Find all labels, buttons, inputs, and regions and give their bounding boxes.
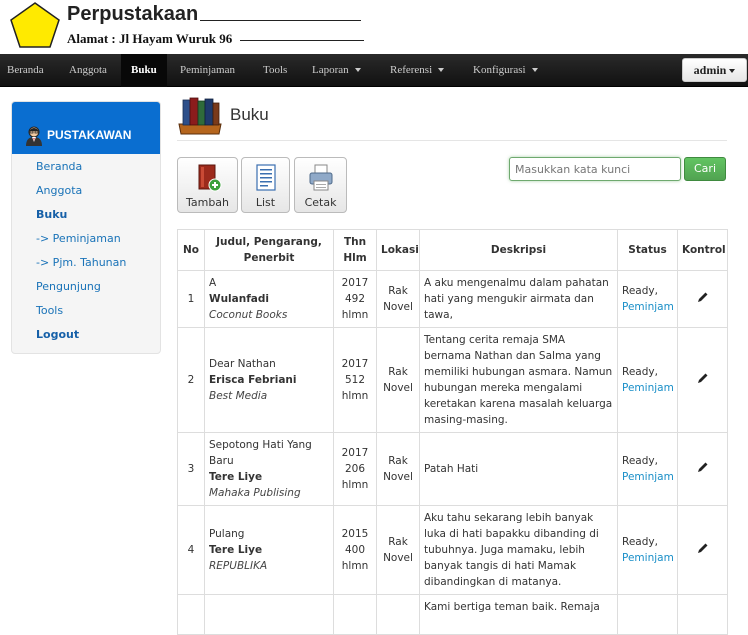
- add-button-label: Tambah: [185, 196, 230, 209]
- header-lokasi: Lokasi: [377, 230, 420, 271]
- table-header-row: [178, 230, 728, 271]
- book-pages: 512 hlmn: [341, 374, 369, 402]
- site-header: [0, 0, 748, 54]
- book-year-pages: [334, 506, 377, 595]
- top-navbar: [0, 54, 748, 87]
- pencil-edit-icon[interactable]: [697, 461, 709, 473]
- book-title: Sepotong Hati Yang Baru: [209, 439, 312, 467]
- sidebar-item-buku[interactable]: Buku: [36, 208, 68, 221]
- nav-label-laporan: Laporan: [312, 64, 349, 76]
- control-cell: [678, 433, 728, 506]
- sidebar-item-anggota[interactable]: Anggota: [36, 184, 83, 197]
- book-year: 2015: [341, 528, 369, 540]
- user-menu-button[interactable]: [682, 58, 747, 82]
- book-description: Patah Hati: [420, 433, 618, 506]
- site-address: Alamat : Jl Hayam Wuruk 96: [67, 31, 233, 46]
- book-location: Rak Novel: [377, 506, 420, 595]
- nav-item-anggota[interactable]: Anggota: [69, 64, 107, 76]
- status-text: Ready,: [622, 285, 658, 297]
- books-icon: [177, 96, 223, 136]
- caret-down-icon: [532, 68, 538, 72]
- sidebar-header: [12, 102, 160, 154]
- book-author: Tere Liye: [209, 544, 263, 556]
- printer-icon: [308, 163, 334, 193]
- header-judul: Judul, Pengarang, Penerbit: [205, 230, 334, 271]
- book-year-pages: [334, 271, 377, 328]
- sidebar-item-logout[interactable]: Logout: [36, 328, 80, 341]
- book-info: [205, 595, 334, 635]
- table-row: [178, 595, 728, 635]
- print-button[interactable]: [294, 157, 347, 213]
- nav-item-buku[interactable]: Buku: [121, 54, 167, 87]
- book-description: A aku mengenalmu dalam pahatan hati yang mengukir airmata dan tawa,: [420, 271, 618, 328]
- borrow-link[interactable]: Peminjam: [622, 382, 674, 394]
- book-description: Aku tahu sekarang lebih banyak luka di hati bapakku dibanding di tubuhnya. Juga mamaku, lebih banyak tangis di hati Mamak dibandingkan di matanya.: [420, 506, 618, 595]
- page-title: Buku: [230, 105, 269, 124]
- add-book-button[interactable]: [177, 157, 238, 213]
- header-no: No: [178, 230, 205, 271]
- list-button-label: List: [255, 196, 276, 209]
- book-year: 2017: [341, 447, 369, 459]
- address-underline: [240, 40, 364, 41]
- row-number: [178, 595, 205, 635]
- header-deskripsi: Deskripsi: [420, 230, 618, 271]
- title-underline: [200, 20, 361, 21]
- row-number: 4: [178, 506, 205, 595]
- borrow-link[interactable]: Peminjam: [622, 301, 674, 313]
- book-status: [618, 271, 678, 328]
- book-year-pages: [334, 328, 377, 433]
- site-title: Perpustakaan: [67, 3, 199, 25]
- book-description: Tentang cerita remaja SMA bernama Nathan dan Salma yang memiliki hubungan asmara. Namun hubungan mereka mengalami keretakan karena masalah keluarga masing-masing.: [420, 328, 618, 433]
- book-publisher: Best Media: [209, 390, 268, 402]
- nav-item-beranda[interactable]: Beranda: [7, 64, 44, 76]
- book-location: Rak Novel: [377, 271, 420, 328]
- librarian-avatar-icon: [25, 126, 43, 146]
- caret-down-icon: [729, 69, 735, 73]
- book-year: 2017: [341, 358, 369, 370]
- book-year-pages: [334, 595, 377, 635]
- book-year: 2017: [341, 277, 369, 289]
- status-text: Ready,: [622, 366, 658, 378]
- book-pages: 206 hlmn: [341, 463, 369, 491]
- pencil-edit-icon[interactable]: [697, 372, 709, 384]
- nav-item-konfigurasi[interactable]: [473, 54, 538, 87]
- book-location: Rak Novel: [377, 328, 420, 433]
- book-publisher: Coconut Books: [209, 309, 288, 321]
- book-status: [618, 328, 678, 433]
- sidebar-item-pjm-tahunan[interactable]: -> Pjm. Tahunan: [36, 256, 127, 269]
- row-number: 3: [178, 433, 205, 506]
- book-year-pages: [334, 433, 377, 506]
- book-info: [205, 433, 334, 506]
- book-publisher: Mahaka Publising: [209, 487, 301, 499]
- sidebar-item-beranda[interactable]: Beranda: [36, 160, 83, 173]
- header-kontrol: Kontrol: [678, 230, 728, 271]
- header-status: Status: [618, 230, 678, 271]
- list-button[interactable]: [241, 157, 290, 213]
- control-cell: [678, 328, 728, 433]
- nav-item-peminjaman[interactable]: Peminjaman: [180, 64, 235, 76]
- sidebar-title: PUSTAKAWAN: [47, 128, 132, 142]
- book-pages: 400 hlmn: [341, 544, 369, 572]
- nav-item-tools[interactable]: Tools: [263, 64, 288, 76]
- header-thn: Thn Hlm: [334, 230, 377, 271]
- control-cell: [678, 271, 728, 328]
- book-status: [618, 433, 678, 506]
- pencil-edit-icon[interactable]: [697, 291, 709, 303]
- print-button-label: Cetak: [304, 196, 337, 209]
- books-table: [177, 229, 728, 635]
- sidebar: [11, 101, 161, 354]
- sidebar-item-peminjaman[interactable]: -> Peminjaman: [36, 232, 121, 245]
- book-info: [205, 506, 334, 595]
- book-title: Pulang: [209, 528, 245, 540]
- table-row: [178, 433, 728, 506]
- control-cell: [678, 506, 728, 595]
- pencil-edit-icon[interactable]: [697, 542, 709, 554]
- book-title: Dear Nathan: [209, 358, 276, 370]
- borrow-link[interactable]: Peminjam: [622, 471, 674, 483]
- row-number: 2: [178, 328, 205, 433]
- caret-down-icon: [355, 68, 361, 72]
- add-book-icon: [195, 163, 221, 193]
- user-label: admin: [693, 63, 727, 77]
- table-row: [178, 271, 728, 328]
- book-title: A: [209, 277, 217, 289]
- status-text: Ready,: [622, 536, 658, 548]
- sidebar-item-tools[interactable]: Tools: [36, 304, 64, 317]
- page-divider: [177, 140, 727, 141]
- book-author: Tere Liye: [209, 471, 263, 483]
- book-status: [618, 595, 678, 635]
- book-info: [205, 328, 334, 433]
- sidebar-item-pengunjung[interactable]: Pengunjung: [36, 280, 101, 293]
- row-number: 1: [178, 271, 205, 328]
- table-row: [178, 328, 728, 433]
- book-publisher: REPUBLIKA: [209, 560, 268, 572]
- book-pages: 492 hlmn: [341, 293, 369, 321]
- caret-down-icon: [438, 68, 444, 72]
- book-status: [618, 506, 678, 595]
- search-button[interactable]: Cari: [684, 157, 726, 181]
- nav-label-referensi: Referensi: [390, 64, 433, 76]
- book-author: Erisca Febriani: [209, 374, 297, 386]
- control-cell: [678, 595, 728, 635]
- book-location: Rak Novel: [377, 433, 420, 506]
- status-text: Ready,: [622, 455, 658, 467]
- book-info: [205, 271, 334, 328]
- list-document-icon: [253, 163, 279, 193]
- search-input[interactable]: [509, 157, 681, 181]
- pentagon-logo-icon: [9, 1, 61, 49]
- nav-item-laporan[interactable]: [312, 54, 361, 87]
- nav-item-referensi[interactable]: [390, 54, 444, 87]
- table-row: [178, 506, 728, 595]
- book-description: Kami bertiga teman baik. Remaja: [420, 595, 618, 635]
- book-location: [377, 595, 420, 635]
- nav-label-konfigurasi: Konfigurasi: [473, 64, 526, 76]
- borrow-link[interactable]: Peminjam: [622, 552, 674, 564]
- book-author: Wulanfadi: [209, 293, 269, 305]
